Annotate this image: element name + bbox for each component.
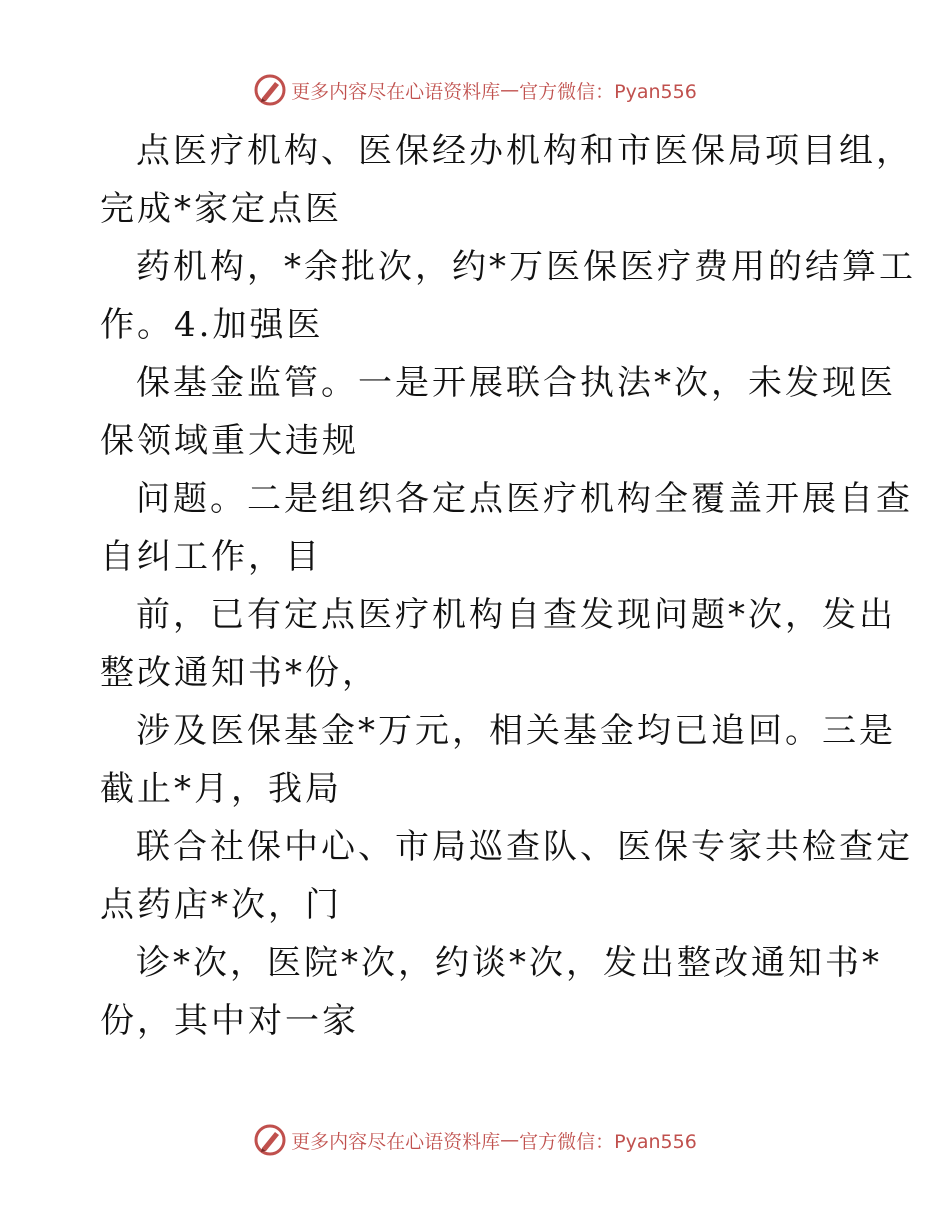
pen-logo-icon — [253, 1123, 287, 1157]
text-line: 整改通知书*份， — [100, 653, 379, 693]
text-line: 药机构，*余批次，约*万医保医疗费用的结算工 — [136, 247, 916, 287]
pen-logo-icon — [253, 73, 287, 107]
text-line: 保基金监管。一是开展联合执法*次，未发现医 — [136, 363, 896, 403]
watermark-text: 更多内容尽在心语资料库 — [291, 80, 501, 103]
text-line: 自纠工作，目 — [100, 537, 322, 577]
text-line: 作。4.加强医 — [100, 305, 324, 345]
text-line: 份，其中对一家 — [100, 1001, 359, 1041]
text-line: 保领域重大违规 — [100, 421, 359, 461]
text-line: 点医疗机构、医保经办机构和市医保局项目组， — [136, 131, 913, 171]
text-line: 诊*次，医院*次，约谈*次，发出整改通知书* — [136, 943, 882, 983]
text-line: 完成*家定点医 — [100, 189, 342, 229]
footer-watermark — [0, 1120, 950, 1160]
text-line: 点药店*次，门 — [100, 885, 342, 925]
text-line: 涉及医保基金*万元，相关基金均已追回。三是 — [136, 711, 896, 751]
text-line: 问题。二是组织各定点医疗机构全覆盖开展自查 — [136, 479, 913, 519]
text-line: 截止*月，我局 — [100, 769, 342, 809]
watermark-wechat: 官方微信：Pyan556 — [519, 80, 697, 103]
text-line: 前，已有定点医疗机构自查发现问题*次，发出 — [136, 595, 896, 635]
document-body — [100, 122, 916, 1050]
text-line: 联合社保中心、市局巡查队、医保专家共检查定 — [136, 827, 913, 867]
watermark-text: 更多内容尽在心语资料库 — [291, 1130, 501, 1153]
watermark-wechat: 官方微信：Pyan556 — [519, 1130, 697, 1153]
header-watermark — [0, 70, 950, 110]
watermark-separator: — — [500, 1129, 520, 1151]
watermark-separator: — — [500, 79, 520, 101]
